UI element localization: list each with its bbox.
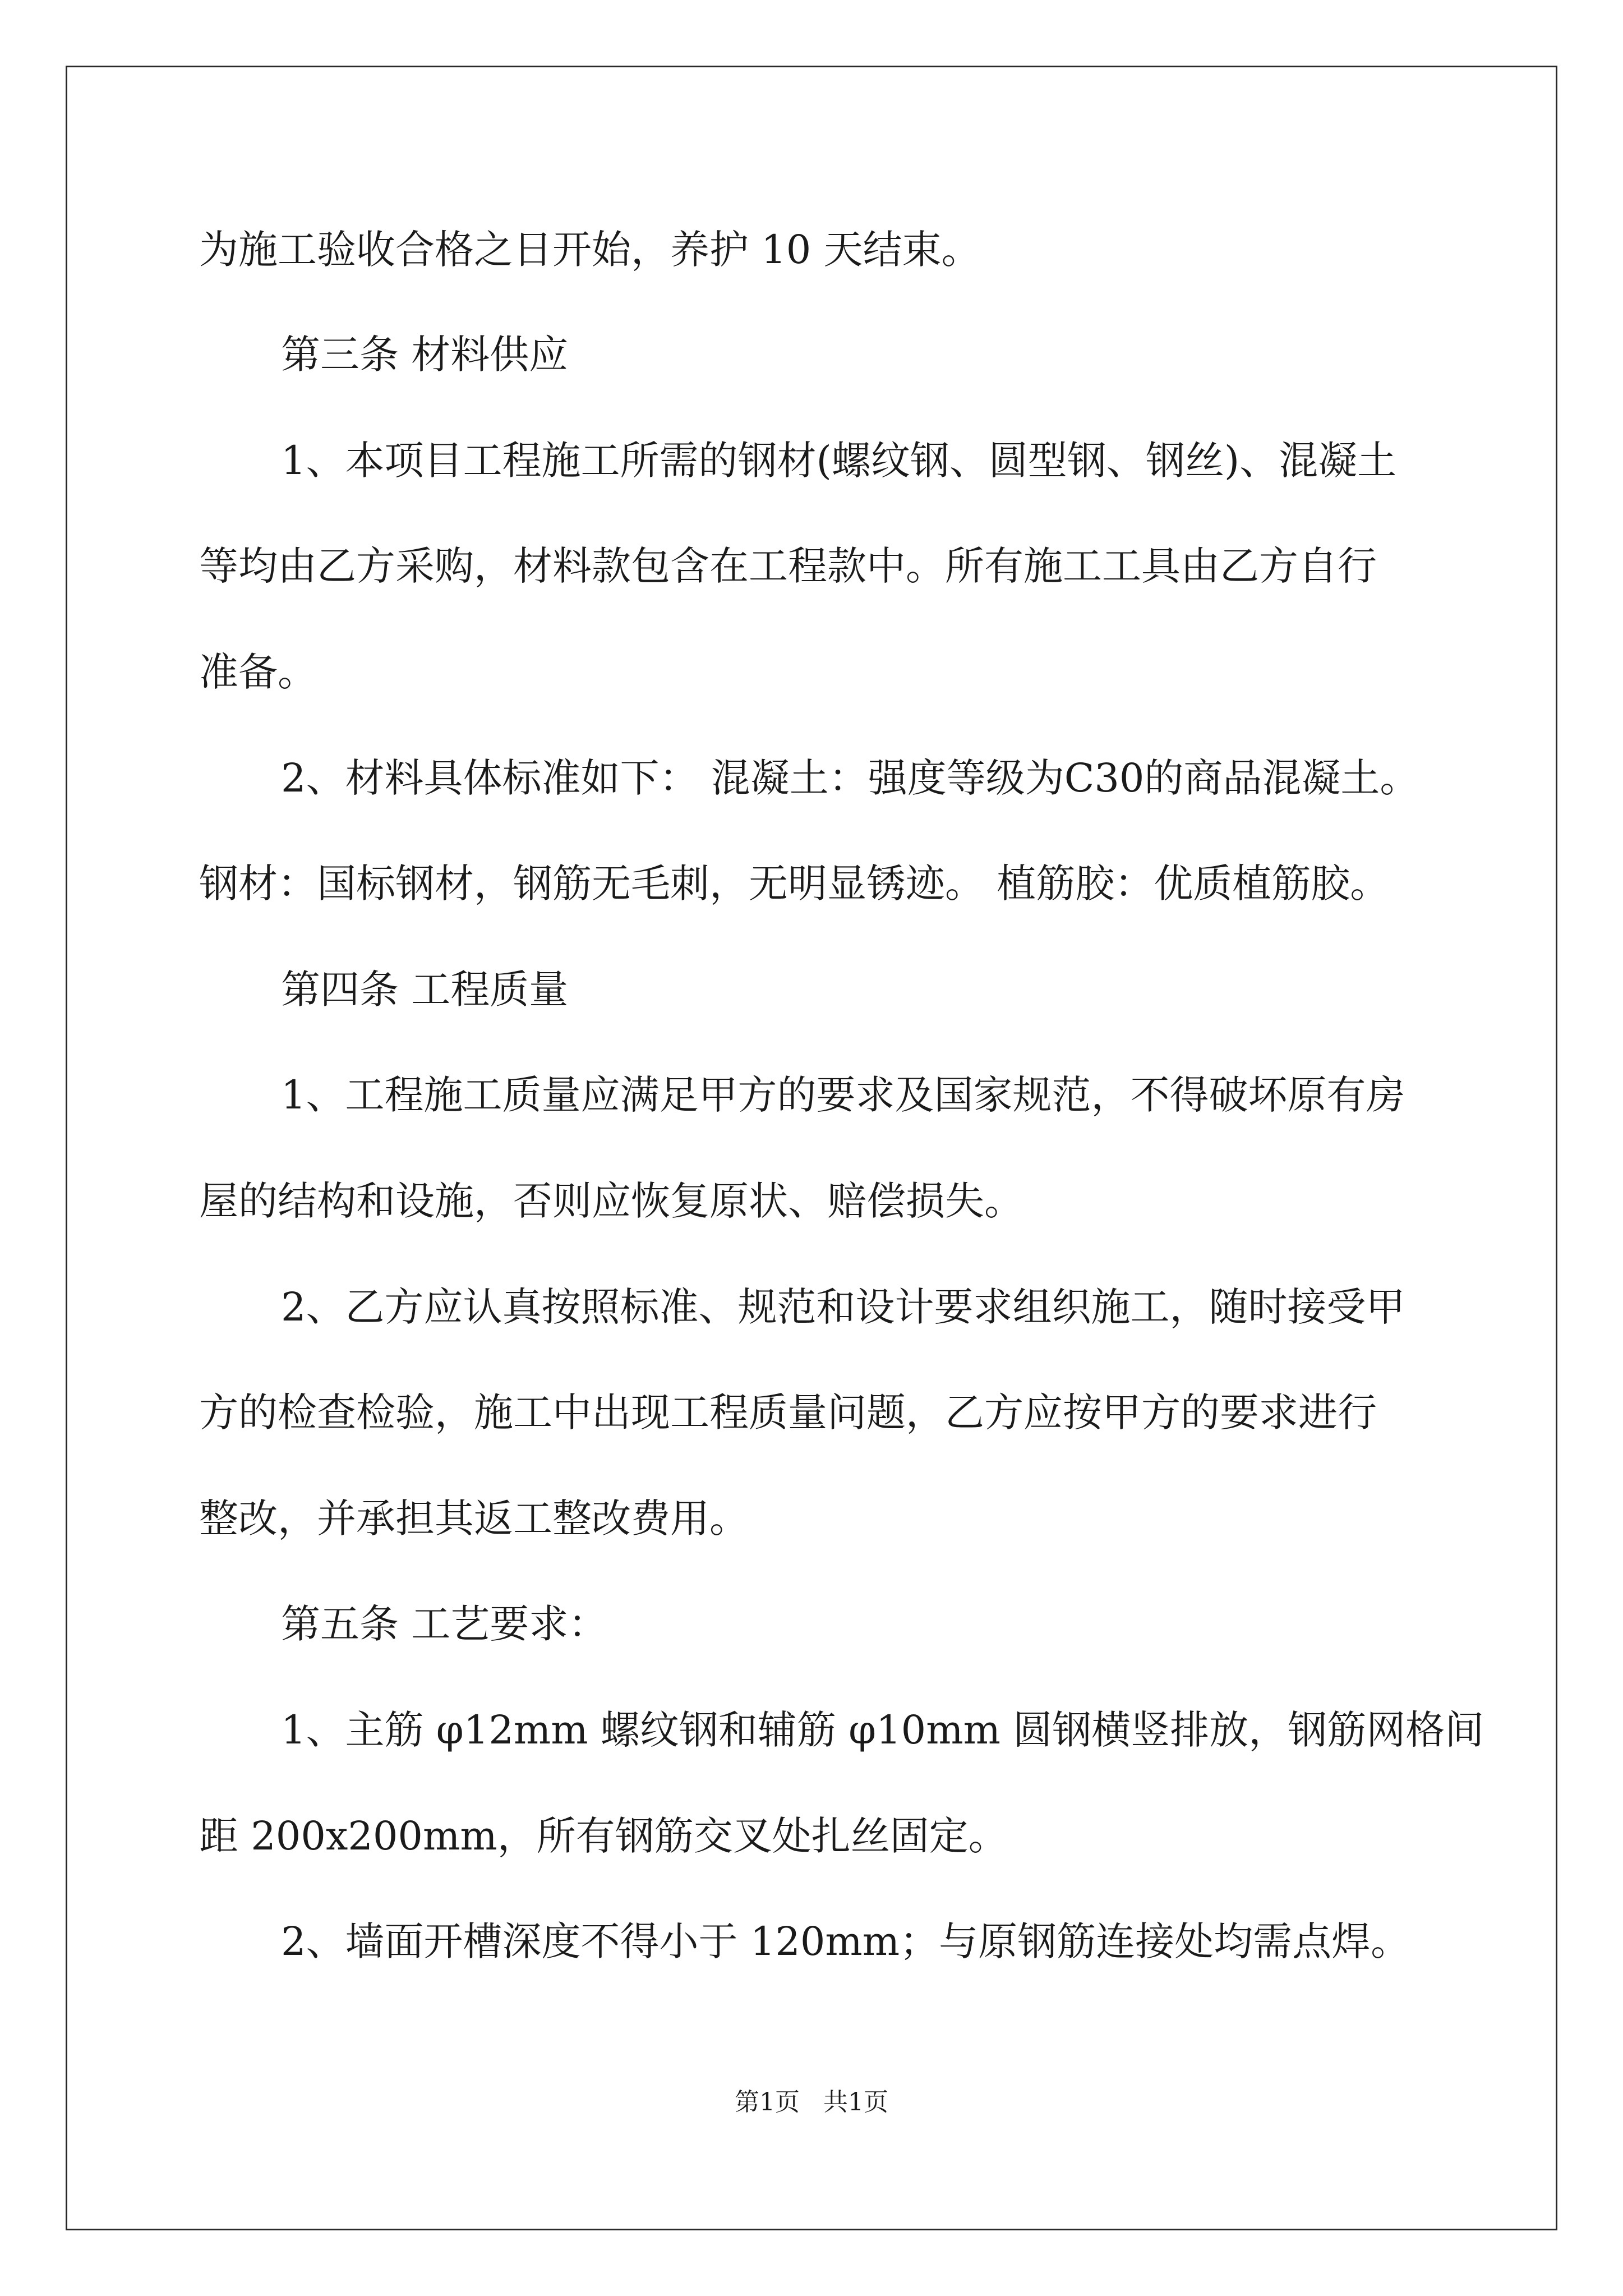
section-heading: 第五条 工艺要求： (281, 1601, 608, 1647)
text-line: 2、墙面开槽深度不得小于 120mm；与原钢筋连接处均需点焊。 (281, 1918, 1410, 1964)
text-line: 整改，并承担其返工整改费用。 (199, 1496, 749, 1542)
page-border (66, 66, 1557, 2230)
text-line: 1、主筋 φ12mm 螺纹钢和辅筋 φ10mm 圆钢横竖排放，钢筋网格间 (281, 1707, 1484, 1753)
text-line: 等均由乙方采购，材料款包含在工程款中。所有施工工具由乙方自行 (199, 543, 1377, 589)
section-heading: 第三条 材料供应 (281, 332, 569, 378)
text-line: 屋的结构和设施，否则应恢复原状、赔偿损失。 (199, 1178, 1023, 1224)
text-line: 距 200x200mm，所有钢筋交叉处扎丝固定。 (199, 1813, 1008, 1859)
page-number: 第1页 共1页 (735, 2088, 888, 2116)
text-line: 方的检查检验，施工中出现工程质量问题，乙方应按甲方的要求进行 (199, 1389, 1377, 1435)
section-heading: 第四条 工程质量 (281, 967, 569, 1013)
text-line: 准备。 (199, 649, 317, 695)
text-line: 为施工验收合格之日开始，养护 10 天结束。 (199, 227, 981, 273)
text-line: 1、本项目工程施工所需的钢材(螺纹钢、圆型钢、钢丝)、混凝土 (281, 438, 1397, 484)
text-line: 2、材料具体标准如下： 混凝土：强度等级为C30的商品混凝土。 (281, 755, 1419, 801)
text-line: 2、乙方应认真按照标准、规范和设计要求组织施工，随时接受甲 (281, 1284, 1405, 1330)
text-line: 1、工程施工质量应满足甲方的要求及国家规范，不得破坏原有房 (281, 1072, 1405, 1118)
text-line: 钢材：国标钢材，钢筋无毛刺，无明显锈迹。 植筋胶：优质植筋胶。 (199, 861, 1390, 907)
